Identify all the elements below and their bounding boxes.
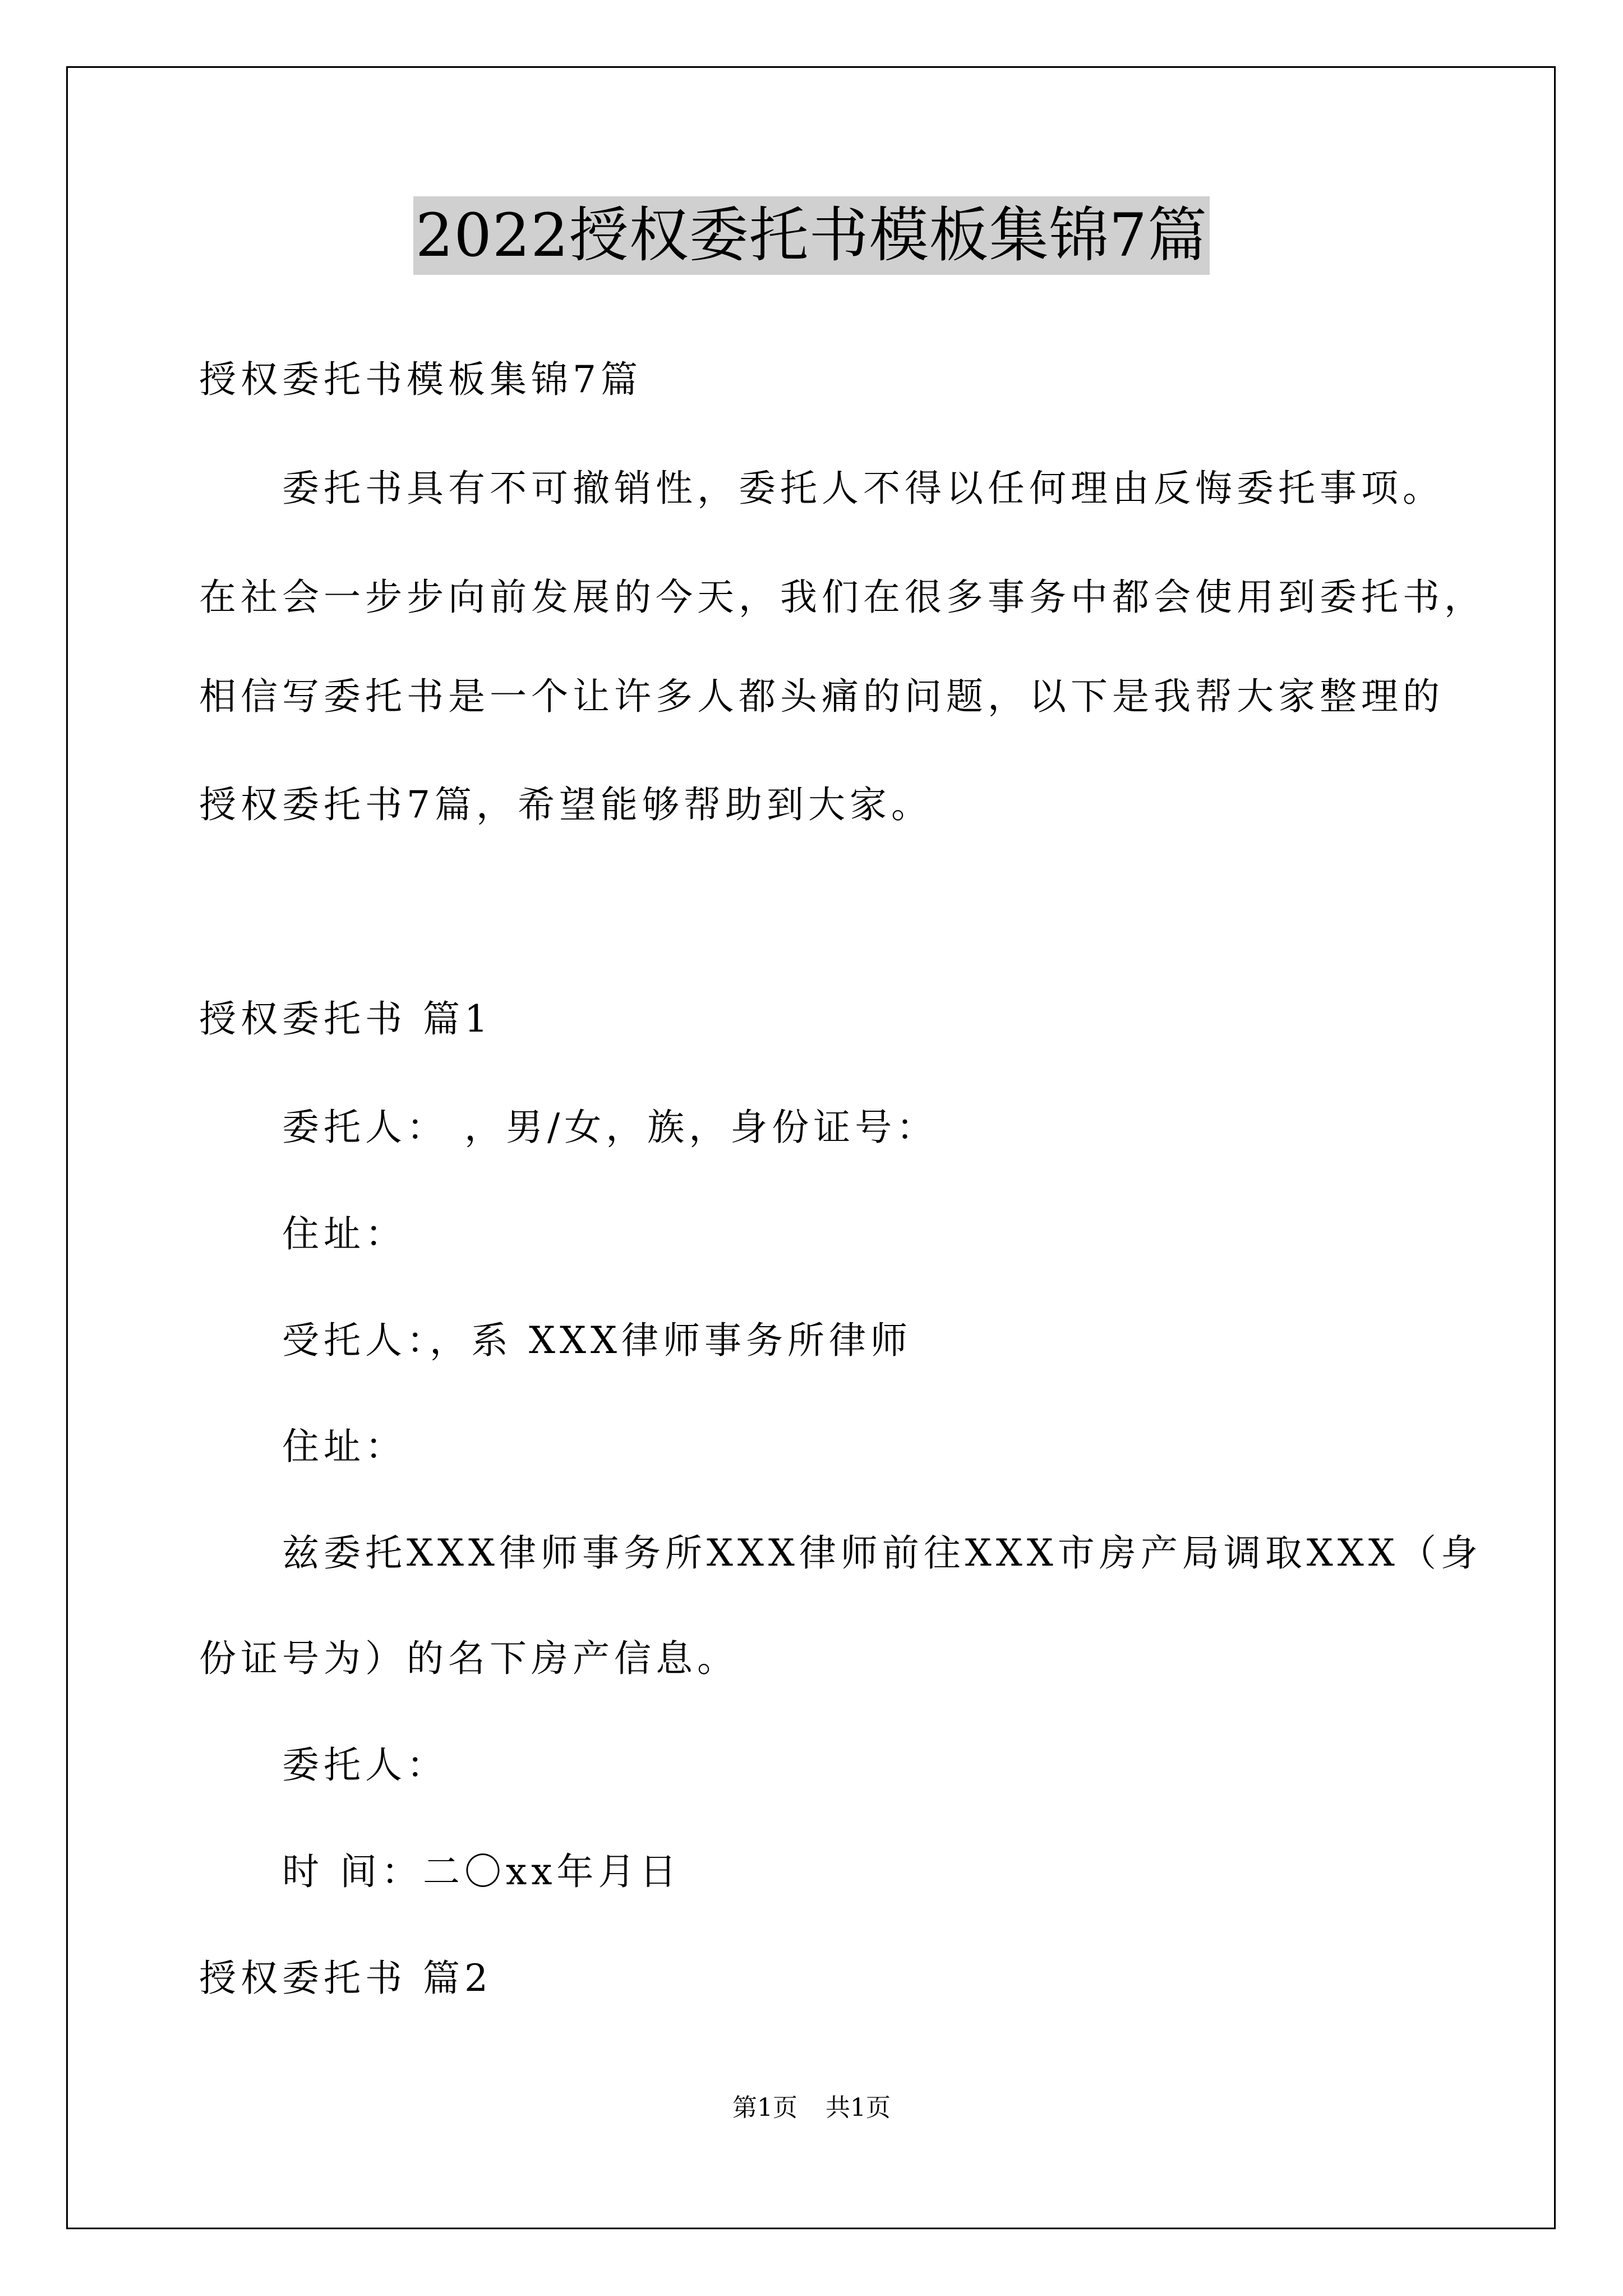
section2-heading: 授权委托书 篇2 (199, 1957, 492, 2000)
intro-line-1: 委托书具有不可撤销性，委托人不得以任何理由反悔委托事项。 (282, 467, 1444, 510)
page-total: 共1页 (826, 2093, 891, 2122)
signature-line: 委托人： (282, 1743, 448, 1787)
intro-line-2: 在社会一步步向前发展的今天，我们在很多事务中都会使用到委托书， (199, 576, 1486, 619)
intro-line-4: 授权委托书7篇，希望能够帮助到大家。 (199, 783, 933, 826)
principal-address: 住址： (282, 1212, 407, 1255)
date-line: 时 间：二〇xx年月日 (282, 1850, 681, 1893)
principal-line: 委托人： ，男/女，族，身份证号： (282, 1106, 938, 1149)
page-footer (0, 2091, 1623, 2125)
section1-heading: 授权委托书 篇1 (199, 997, 492, 1041)
body-line-2: 份证号为）的名下房产信息。 (199, 1637, 739, 1680)
body-line-1: 兹委托XXX律师事务所XXX律师前往XXX市房产局调取XXX（身 (282, 1531, 1482, 1575)
agent-address: 住址： (282, 1425, 407, 1468)
intro-line-3: 相信写委托书是一个让许多人都头痛的问题，以下是我帮大家整理的 (199, 675, 1444, 718)
agent-line: 受托人：，系 XXX律师事务所律师 (282, 1319, 912, 1362)
document-title: 2022授权委托书模板集锦7篇 (413, 196, 1210, 275)
title-container (0, 196, 1623, 275)
document-subtitle: 授权委托书模板集锦7篇 (199, 358, 642, 401)
page-current: 第1页 (732, 2093, 797, 2122)
